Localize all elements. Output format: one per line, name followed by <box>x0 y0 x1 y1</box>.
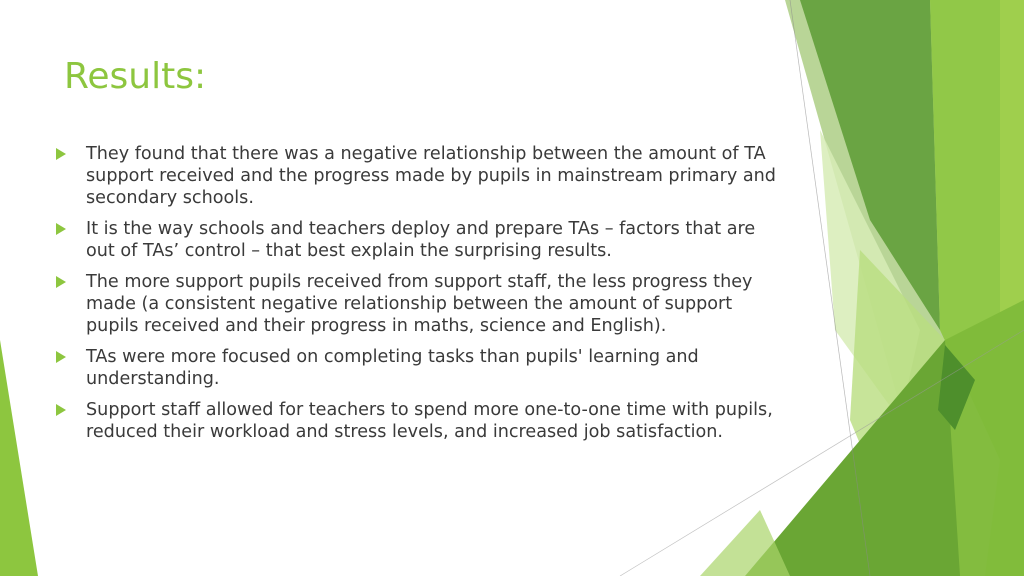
bullet-item <box>56 271 776 337</box>
triangle-right-icon <box>56 404 66 416</box>
triangle-right-icon <box>56 276 66 288</box>
bullet-text: Support staff allowed for teachers to spend more one-to-one time with pupils, reduced their workload and stress levels, and increased job satisfaction. <box>86 400 773 442</box>
slide-title: Results: <box>64 56 207 97</box>
bullet-list <box>56 143 776 452</box>
triangle-right-icon <box>56 351 66 363</box>
triangle-right-icon <box>56 148 66 160</box>
facet-shape <box>745 340 960 576</box>
bullet-item <box>56 399 776 443</box>
bullet-text: The more support pupils received from support staff, the less progress they made (a consistent negative relationship between the amount of support pupils received and their progress in maths, science and English). <box>86 272 753 336</box>
bullet-item <box>56 346 776 390</box>
bullet-item <box>56 218 776 262</box>
triangle-right-icon <box>56 223 66 235</box>
bullet-text: TAs were more focused on completing tasks than pupils' learning and understanding. <box>86 347 699 389</box>
bullet-text: It is the way schools and teachers deploy and prepare TAs – factors that are out of TAs’ control – that best explain the surprising results. <box>86 219 756 261</box>
bullet-item <box>56 143 776 209</box>
facet-shape <box>0 340 38 576</box>
bullet-text: They found that there was a negative relationship between the amount of TA support received and the progress made by pupils in mainstream primary and secondary schools. <box>86 144 776 208</box>
